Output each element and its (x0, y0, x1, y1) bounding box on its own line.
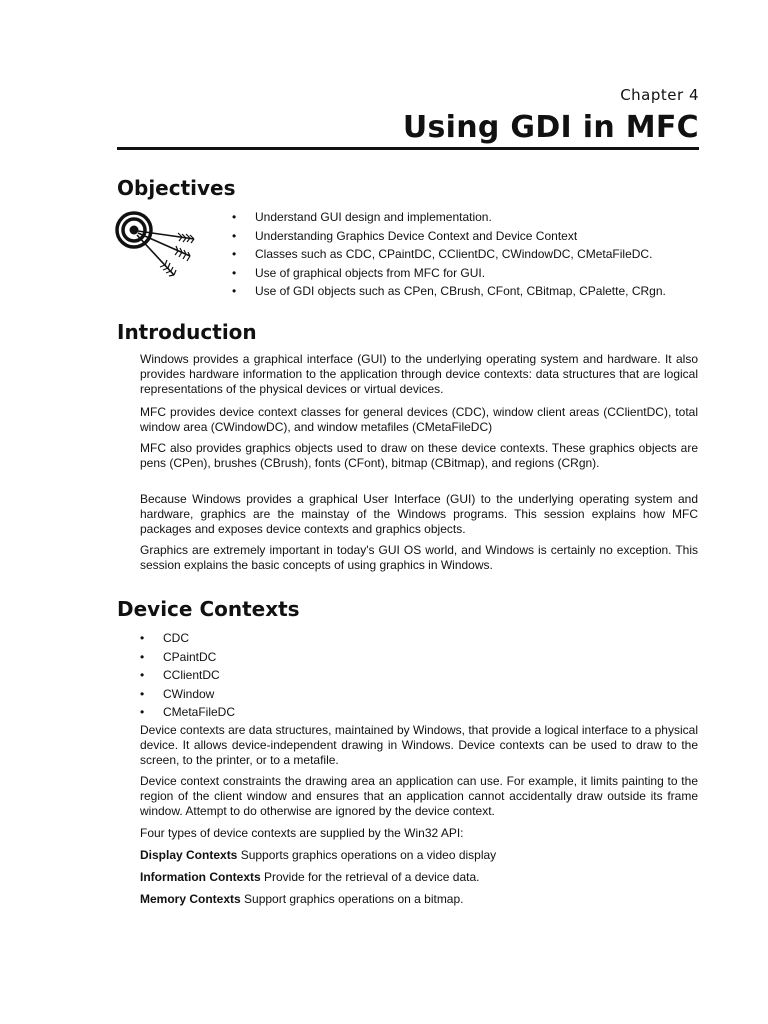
objectives-heading: Objectives (117, 176, 236, 200)
introduction-heading: Introduction (117, 320, 257, 344)
device-context-list (140, 629, 235, 722)
device-context-item: • CClientDC (140, 666, 235, 685)
dc-paragraph: Four types of device contexts are supplied by the Win32 API: (140, 826, 464, 840)
context-type-memory (140, 892, 700, 907)
objective-item: • Understand GUI design and implementation. (232, 208, 666, 227)
device-context-item: • CDC (140, 629, 235, 648)
dc-paragraph: Device contexts are data structures, maintained by Windows, that provide a logical interface to a physical device. It allows device-independent drawing in Windows. Device contexts can be used to draw to the screen, to the printer, or to a metafile. (140, 723, 698, 768)
context-term: Information Contexts (140, 870, 261, 884)
chapter-label: Chapter 4 (620, 86, 699, 104)
intro-paragraph: MFC also provides graphics objects used to draw on these device contexts. These graphics objects are pens (CPen), brushes (CBrush), fonts (CFont), bitmap (CBitmap), and regions (CRgn). (140, 441, 698, 471)
objective-item: • Use of GDI objects such as CPen, CBrush, CFont, CBitmap, CPalette, CRgn. (232, 282, 666, 301)
objective-item: • Classes such as CDC, CPaintDC, CClientDC, CWindowDC, CMetaFileDC. (232, 245, 666, 264)
context-term: Memory Contexts (140, 892, 241, 906)
context-desc: Supports graphics operations on a video display (237, 848, 497, 862)
intro-paragraph: Because Windows provides a graphical User Interface (GUI) to the underlying operating system and hardware, graphics are the mainstay of the Windows programs. This session explains how MFC packages and exposes device contexts and graphics objects. (140, 492, 698, 537)
title-rule (117, 147, 699, 150)
context-term: Display Contexts (140, 848, 238, 862)
context-type-display (140, 848, 700, 863)
device-context-item: • CWindow (140, 685, 235, 704)
device-context-item: • CPaintDC (140, 648, 235, 667)
device-contexts-heading: Device Contexts (117, 597, 300, 621)
target-with-arrows-icon (112, 208, 200, 280)
objective-item: • Understanding Graphics Device Context and Device Context (232, 227, 666, 246)
context-desc: Provide for the retrieval of a device data. (260, 870, 480, 884)
intro-paragraph: Windows provides a graphical interface (GUI) to the underlying operating system and hardware. It also provides hardware information to the application through device contexts: data structures that are logical representations of the physical devices or virtual devices. (140, 352, 698, 397)
objective-item: • Use of graphical objects from MFC for GUI. (232, 264, 666, 283)
chapter-title: Using GDI in MFC (402, 110, 699, 145)
intro-paragraph: MFC provides device context classes for general devices (CDC), window client areas (CClientDC), total window area (CWindowDC), and window metafiles (CMetaFileDC) (140, 405, 698, 435)
context-desc: Support graphics operations on a bitmap. (240, 892, 464, 906)
objectives-list (232, 208, 666, 301)
intro-paragraph: Graphics are extremely important in today's GUI OS world, and Windows is certainly no exception. This session explains the basic concepts of using graphics in Windows. (140, 543, 698, 573)
context-type-information (140, 870, 700, 885)
dc-paragraph: Device context constraints the drawing area an application can use. For example, it limits painting to the region of the client window and ensures that an application cannot accidentally draw outside its frame window. Attempt to do otherwise are ignored by the device context. (140, 774, 698, 819)
device-context-item: • CMetaFileDC (140, 703, 235, 722)
